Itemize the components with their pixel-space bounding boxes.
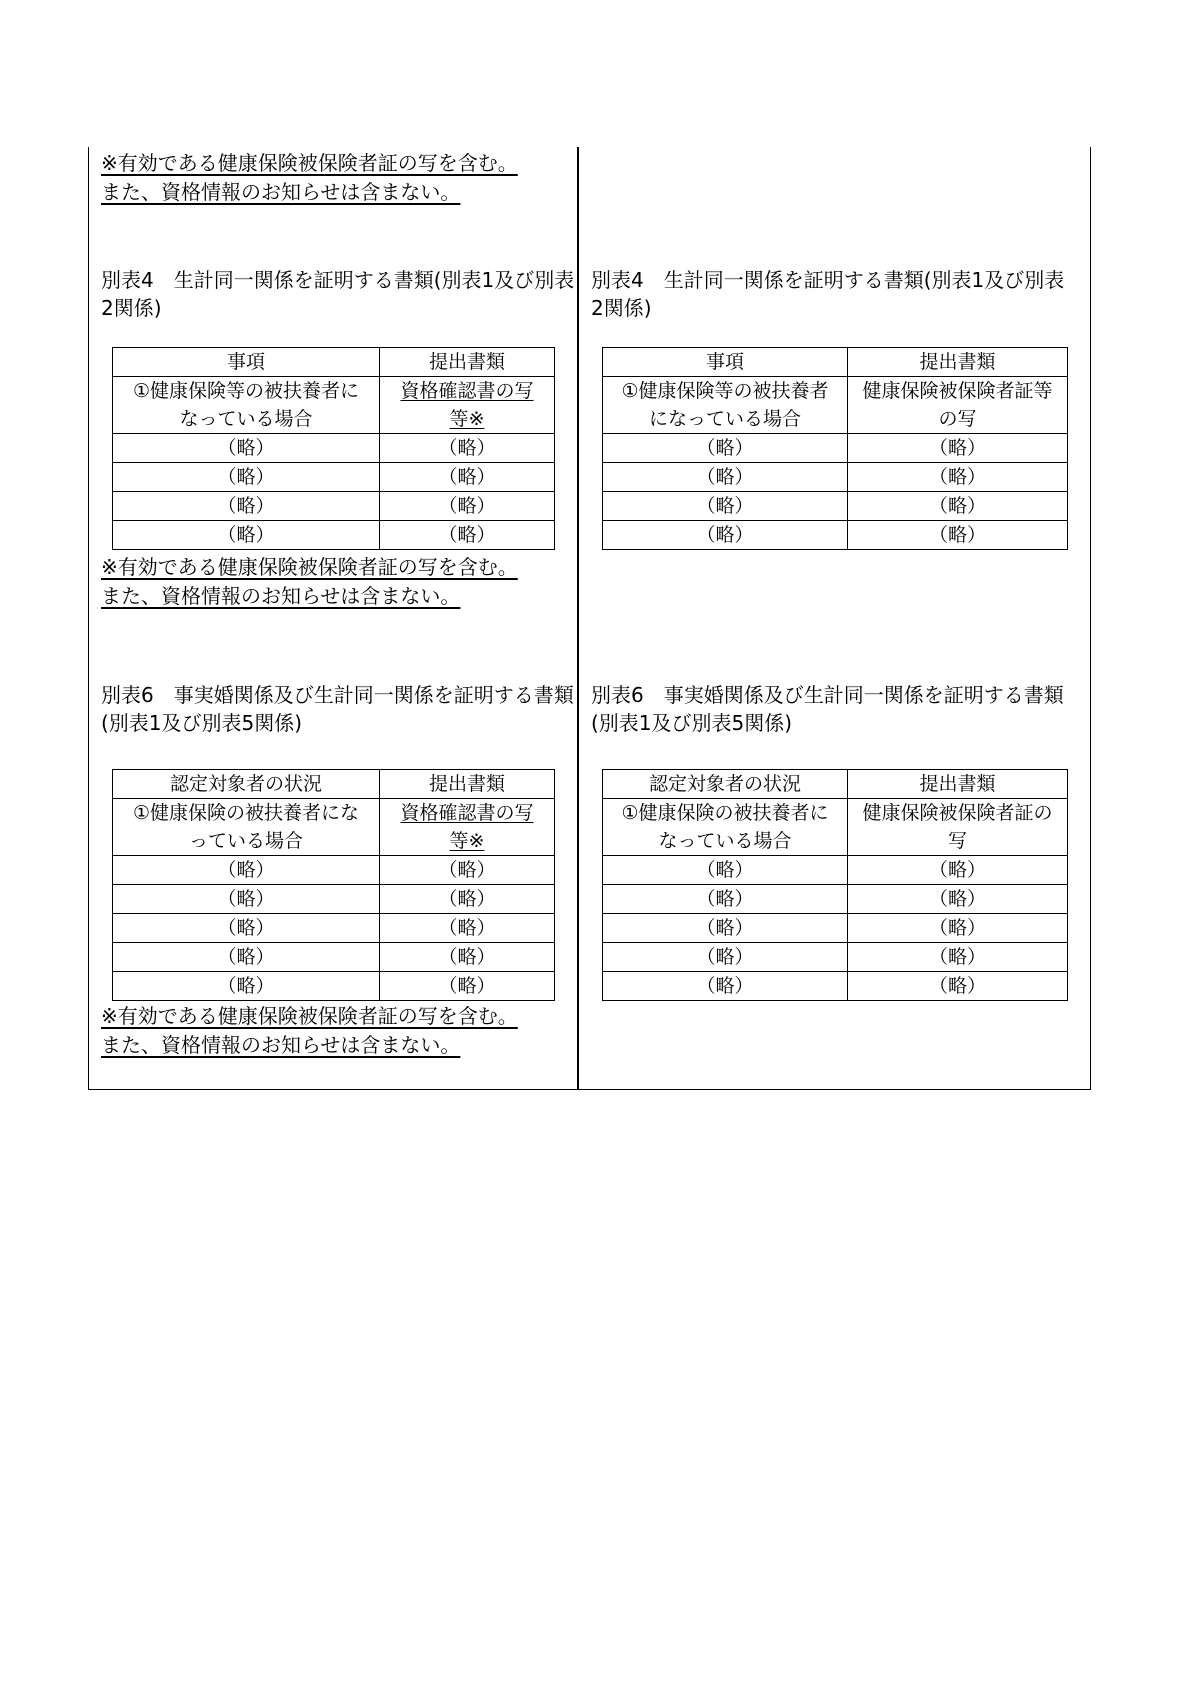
table-cell-documents	[380, 463, 555, 492]
column-header-item: 認定対象者の状況	[603, 770, 848, 799]
table-row	[603, 799, 1068, 856]
table-cell-condition	[603, 434, 848, 463]
column-header-documents: 提出書類	[380, 770, 555, 799]
note-line-1: ※有効である健康保険被保険者証の写を含む。	[101, 555, 518, 579]
table-row	[113, 799, 555, 856]
table-cell-condition	[603, 856, 848, 885]
table-row	[603, 885, 1068, 914]
cell-text: （略）	[217, 437, 275, 459]
cell-text: （略）	[928, 975, 986, 997]
right-table6-heading: 別表6 事実婚関係及び生計同一関係を証明する書類(別表1及び別表5関係)	[591, 683, 1064, 735]
table-header-row	[603, 348, 1068, 377]
column-header-documents: 提出書類	[848, 348, 1068, 377]
cell-text: ①健康保険等の被扶養者になっている場合	[132, 380, 360, 430]
table-row	[113, 377, 555, 434]
table-cell-documents	[380, 943, 555, 972]
right-table6	[602, 769, 1068, 1001]
table-row	[113, 914, 555, 943]
table-cell-documents	[380, 434, 555, 463]
note-line-2: また、資格情報のお知らせは含まない。	[101, 584, 461, 608]
table-cell-documents	[848, 885, 1068, 914]
cell-text: （略）	[928, 524, 986, 546]
cell-text: （略）	[438, 946, 496, 968]
table-row	[113, 943, 555, 972]
table-cell-documents	[380, 492, 555, 521]
table-cell-documents	[380, 799, 555, 856]
table-cell-documents	[380, 521, 555, 550]
table-cell-documents	[848, 914, 1068, 943]
table-row	[603, 521, 1068, 550]
note-after-left-table6	[101, 1002, 518, 1060]
table-cell-condition	[603, 377, 848, 434]
table-cell-documents	[848, 521, 1068, 550]
cell-text: （略）	[438, 917, 496, 939]
cell-text: （略）	[217, 975, 275, 997]
cell-text: （略）	[696, 859, 754, 881]
column-header-item: 事項	[113, 348, 380, 377]
cell-text: （略）	[928, 859, 986, 881]
table-header-row	[113, 348, 555, 377]
left-table4	[112, 347, 555, 550]
table-cell-condition	[113, 492, 380, 521]
table-row	[603, 914, 1068, 943]
cell-text: （略）	[928, 946, 986, 968]
table-cell-condition	[113, 463, 380, 492]
cell-text: （略）	[438, 975, 496, 997]
table-row	[113, 492, 555, 521]
table-cell-condition	[603, 492, 848, 521]
cell-text: （略）	[696, 975, 754, 997]
note-line-2: また、資格情報のお知らせは含まない。	[101, 180, 461, 204]
cell-text: （略）	[928, 495, 986, 517]
note-line-2: また、資格情報のお知らせは含まない。	[101, 1033, 461, 1057]
cell-text: （略）	[696, 917, 754, 939]
column-header-documents: 提出書類	[848, 770, 1068, 799]
cell-text: （略）	[438, 495, 496, 517]
table-cell-condition	[603, 799, 848, 856]
table-row	[603, 463, 1068, 492]
table-cell-condition	[603, 521, 848, 550]
left-table6-heading: 別表6 事実婚関係及び生計同一関係を証明する書類(別表1及び別表5関係)	[101, 683, 574, 735]
cell-text: （略）	[438, 524, 496, 546]
table-cell-documents	[848, 799, 1068, 856]
table-row	[113, 434, 555, 463]
cell-text: （略）	[217, 917, 275, 939]
table-cell-condition	[603, 463, 848, 492]
table-cell-documents	[380, 914, 555, 943]
table-row	[603, 856, 1068, 885]
table-row	[603, 972, 1068, 1001]
table-cell-condition	[113, 377, 380, 434]
cell-text: （略）	[928, 917, 986, 939]
table-cell-condition	[113, 856, 380, 885]
table-header-row	[603, 770, 1068, 799]
note-line-1: ※有効である健康保険被保険者証の写を含む。	[101, 151, 518, 175]
column-header-documents: 提出書類	[380, 348, 555, 377]
table-row	[113, 521, 555, 550]
table-cell-documents	[380, 972, 555, 1001]
table-cell-condition	[113, 521, 380, 550]
table-cell-documents	[848, 377, 1068, 434]
table-cell-documents	[380, 377, 555, 434]
table-row	[603, 377, 1068, 434]
cell-text: （略）	[928, 466, 986, 488]
cell-text: ①健康保険の被扶養者になっている場合	[621, 802, 829, 852]
cell-text: （略）	[217, 466, 275, 488]
table-cell-condition	[113, 434, 380, 463]
table-cell-documents	[848, 463, 1068, 492]
table-cell-documents	[848, 856, 1068, 885]
cell-text: （略）	[696, 888, 754, 910]
table-cell-condition	[603, 972, 848, 1001]
table-cell-documents	[380, 856, 555, 885]
cell-text: 資格確認書の写等※	[400, 802, 534, 852]
table-row	[113, 856, 555, 885]
table-cell-condition	[603, 943, 848, 972]
column-header-item: 認定対象者の状況	[113, 770, 380, 799]
cell-text: （略）	[217, 859, 275, 881]
table-cell-documents	[848, 492, 1068, 521]
table-cell-documents	[848, 434, 1068, 463]
cell-text: 健康保険被保険者証等の写	[862, 380, 1053, 430]
cell-text: （略）	[928, 437, 986, 459]
cell-text: （略）	[438, 466, 496, 488]
table-header-row	[113, 770, 555, 799]
cell-text: ①健康保険の被扶養者になっている場合	[132, 802, 360, 852]
right-table4-heading: 別表4 生計同一関係を証明する書類(別表1及び別表2関係)	[591, 268, 1065, 320]
note-after-left-table4	[101, 553, 518, 611]
cell-text: ①健康保険等の被扶養者になっている場合	[621, 380, 829, 430]
cell-text: 健康保険被保険者証の写	[862, 802, 1053, 852]
cell-text: （略）	[696, 437, 754, 459]
right-table4	[602, 347, 1068, 550]
cell-text: （略）	[217, 946, 275, 968]
cell-text: （略）	[438, 888, 496, 910]
table-cell-documents	[380, 885, 555, 914]
table-row	[603, 492, 1068, 521]
note-line-1: ※有効である健康保険被保険者証の写を含む。	[101, 1004, 518, 1028]
cell-text: （略）	[696, 524, 754, 546]
table-cell-condition	[603, 885, 848, 914]
table-row	[113, 885, 555, 914]
table-cell-documents	[848, 943, 1068, 972]
table-cell-condition	[113, 885, 380, 914]
cell-text: （略）	[217, 495, 275, 517]
table-row	[603, 943, 1068, 972]
column-divider	[577, 147, 579, 1090]
cell-text: （略）	[696, 495, 754, 517]
cell-text: 資格確認書の写等※	[400, 380, 534, 430]
left-table6	[112, 769, 555, 1001]
table-row	[113, 972, 555, 1001]
note-top-left	[101, 149, 518, 207]
left-table4-heading: 別表4 生計同一関係を証明する書類(別表1及び別表2関係)	[101, 268, 575, 320]
table-cell-condition	[113, 943, 380, 972]
cell-text: （略）	[696, 946, 754, 968]
table-cell-condition	[113, 799, 380, 856]
table-cell-condition	[113, 972, 380, 1001]
table-cell-condition	[113, 914, 380, 943]
cell-text: （略）	[928, 888, 986, 910]
cell-text: （略）	[438, 437, 496, 459]
cell-text: （略）	[438, 859, 496, 881]
cell-text: （略）	[217, 888, 275, 910]
cell-text: （略）	[217, 524, 275, 546]
cell-text: （略）	[696, 466, 754, 488]
table-row	[113, 463, 555, 492]
table-row	[603, 434, 1068, 463]
column-header-item: 事項	[603, 348, 848, 377]
table-cell-condition	[603, 914, 848, 943]
table-cell-documents	[848, 972, 1068, 1001]
